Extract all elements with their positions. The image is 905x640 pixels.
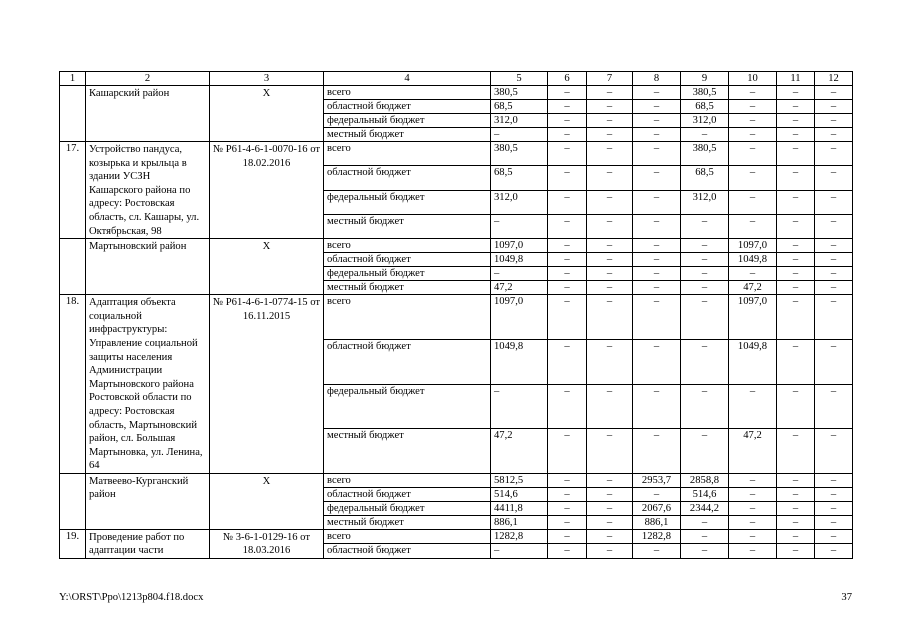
amount-cell: –	[815, 166, 853, 190]
amount-cell: –	[633, 544, 681, 559]
amount-cell: –	[491, 214, 548, 238]
amount-cell: –	[777, 529, 815, 544]
amount-cell: –	[777, 128, 815, 142]
column-header: 10	[729, 72, 777, 86]
amount-cell: –	[729, 544, 777, 559]
budget-type-cell: областной бюджет	[324, 544, 491, 559]
column-header: 11	[777, 72, 815, 86]
amount-cell: –	[729, 114, 777, 128]
row-number-cell	[60, 473, 86, 529]
amount-cell: –	[777, 86, 815, 100]
budget-type-cell: федеральный бюджет	[324, 190, 491, 214]
amount-cell: 312,0	[491, 114, 548, 128]
amount-cell: 1049,8	[729, 339, 777, 384]
amount-cell: 47,2	[491, 281, 548, 295]
amount-cell: –	[729, 267, 777, 281]
object-name-cell: Кашарский район	[86, 86, 210, 142]
amount-cell: –	[777, 429, 815, 474]
amount-cell: –	[587, 128, 633, 142]
amount-cell: 4411,8	[491, 501, 548, 515]
table-row	[60, 295, 853, 340]
amount-cell: –	[491, 267, 548, 281]
amount-cell: –	[548, 295, 587, 340]
row-number-cell: 17.	[60, 142, 86, 239]
amount-cell: –	[633, 239, 681, 253]
budget-type-cell: местный бюджет	[324, 281, 491, 295]
amount-cell: –	[777, 544, 815, 559]
object-name-cell: Проведение работ по адаптации части	[86, 529, 210, 558]
amount-cell: –	[633, 267, 681, 281]
amount-cell: –	[681, 281, 729, 295]
amount-cell: –	[633, 114, 681, 128]
amount-cell: –	[548, 473, 587, 487]
amount-cell: 5812,5	[491, 473, 548, 487]
amount-cell: –	[548, 429, 587, 474]
amount-cell: –	[777, 487, 815, 501]
amount-cell: –	[548, 339, 587, 384]
table-header-row	[60, 72, 853, 86]
amount-cell: –	[815, 128, 853, 142]
column-header: 6	[548, 72, 587, 86]
amount-cell: –	[587, 473, 633, 487]
amount-cell: –	[729, 128, 777, 142]
amount-cell: –	[681, 214, 729, 238]
amount-cell: 514,6	[491, 487, 548, 501]
budget-type-cell: областной бюджет	[324, 166, 491, 190]
amount-cell: –	[587, 339, 633, 384]
amount-cell: 380,5	[491, 142, 548, 166]
amount-cell: –	[815, 487, 853, 501]
amount-cell: –	[815, 429, 853, 474]
amount-cell: 380,5	[491, 86, 548, 100]
amount-cell: –	[815, 281, 853, 295]
column-header: 8	[633, 72, 681, 86]
column-header: 7	[587, 72, 633, 86]
amount-cell: 1049,8	[491, 339, 548, 384]
amount-cell: –	[548, 142, 587, 166]
amount-cell: 68,5	[491, 166, 548, 190]
amount-cell: –	[633, 190, 681, 214]
amount-cell: –	[633, 128, 681, 142]
amount-cell: 312,0	[491, 190, 548, 214]
amount-cell: –	[587, 295, 633, 340]
column-header: 5	[491, 72, 548, 86]
budget-type-cell: областной бюджет	[324, 253, 491, 267]
amount-cell: –	[587, 267, 633, 281]
amount-cell: –	[815, 86, 853, 100]
amount-cell: –	[548, 100, 587, 114]
amount-cell: 1049,8	[491, 253, 548, 267]
document-cell: № Р61-4-6-1-0774-15 от 16.11.2015	[210, 295, 324, 474]
amount-cell: –	[548, 128, 587, 142]
document-cell: Х	[210, 239, 324, 295]
budget-table	[59, 71, 853, 559]
budget-type-cell: всего	[324, 473, 491, 487]
amount-cell: –	[815, 239, 853, 253]
amount-cell: –	[587, 142, 633, 166]
amount-cell: –	[548, 239, 587, 253]
row-number-cell	[60, 239, 86, 295]
amount-cell: –	[681, 295, 729, 340]
budget-type-cell: федеральный бюджет	[324, 267, 491, 281]
amount-cell: –	[548, 267, 587, 281]
amount-cell: –	[681, 267, 729, 281]
amount-cell: 2067,6	[633, 501, 681, 515]
table-row	[60, 142, 853, 166]
amount-cell: –	[729, 515, 777, 529]
budget-type-cell: федеральный бюджет	[324, 501, 491, 515]
page-number: 37	[841, 592, 852, 603]
object-name-cell: Адаптация объекта социальной инфраструктуры: Управление социальной защиты населения Администрации Мартыновского района Ростовской области по адресу: Ростовская область, Мартыновский район, сл. Большая Мартыновка, ул. Ленина, 64	[86, 295, 210, 474]
object-name-cell: Матвеево-Курганский район	[86, 473, 210, 529]
amount-cell: –	[815, 515, 853, 529]
column-header: 3	[210, 72, 324, 86]
document-cell: № Р61-4-6-1-0070-16 от 18.02.2016	[210, 142, 324, 239]
amount-cell: –	[633, 86, 681, 100]
amount-cell: 47,2	[729, 281, 777, 295]
amount-cell: 380,5	[681, 86, 729, 100]
amount-cell: –	[815, 473, 853, 487]
amount-cell: –	[729, 501, 777, 515]
amount-cell: –	[587, 529, 633, 544]
amount-cell: –	[815, 339, 853, 384]
budget-type-cell: всего	[324, 142, 491, 166]
budget-type-cell: местный бюджет	[324, 429, 491, 474]
amount-cell: –	[548, 114, 587, 128]
amount-cell: –	[729, 473, 777, 487]
amount-cell: 380,5	[681, 142, 729, 166]
amount-cell: –	[681, 253, 729, 267]
amount-cell: 2953,7	[633, 473, 681, 487]
amount-cell: –	[777, 166, 815, 190]
amount-cell: –	[681, 239, 729, 253]
table-row	[60, 529, 853, 544]
amount-cell: –	[633, 253, 681, 267]
amount-cell: –	[633, 214, 681, 238]
amount-cell: 47,2	[729, 429, 777, 474]
object-name-cell: Устройство пандуса, козырька и крыльца в здании УСЗН Кашарского района по адресу: Ростовская область, сл. Кашары, ул. Октябрьская, 98	[86, 142, 210, 239]
amount-cell: –	[548, 166, 587, 190]
amount-cell: –	[548, 190, 587, 214]
amount-cell: –	[681, 544, 729, 559]
budget-type-cell: всего	[324, 86, 491, 100]
amount-cell: –	[491, 128, 548, 142]
table-row	[60, 86, 853, 100]
amount-cell: 68,5	[681, 100, 729, 114]
budget-type-cell: федеральный бюджет	[324, 384, 491, 429]
budget-type-cell: всего	[324, 239, 491, 253]
amount-cell: –	[633, 142, 681, 166]
table-row	[60, 473, 853, 487]
amount-cell: –	[815, 100, 853, 114]
column-header: 2	[86, 72, 210, 86]
amount-cell: 1282,8	[491, 529, 548, 544]
amount-cell: –	[777, 214, 815, 238]
amount-cell: –	[681, 515, 729, 529]
amount-cell: –	[777, 267, 815, 281]
amount-cell: 1097,0	[729, 295, 777, 340]
amount-cell: –	[587, 281, 633, 295]
amount-cell: 1097,0	[729, 239, 777, 253]
amount-cell: –	[681, 384, 729, 429]
amount-cell: –	[681, 529, 729, 544]
amount-cell: –	[548, 487, 587, 501]
row-number-cell: 18.	[60, 295, 86, 474]
budget-type-cell: областной бюджет	[324, 487, 491, 501]
amount-cell: –	[777, 281, 815, 295]
footer-file-path: Y:\ORST\Ppo\1213p804.f18.docx	[59, 592, 204, 603]
amount-cell: –	[777, 142, 815, 166]
amount-cell: –	[729, 487, 777, 501]
amount-cell: –	[633, 166, 681, 190]
amount-cell: –	[587, 190, 633, 214]
amount-cell: 68,5	[681, 166, 729, 190]
amount-cell: –	[777, 239, 815, 253]
amount-cell: –	[815, 142, 853, 166]
amount-cell: –	[729, 190, 777, 214]
amount-cell: –	[491, 384, 548, 429]
amount-cell: –	[587, 86, 633, 100]
amount-cell: –	[815, 544, 853, 559]
budget-type-cell: местный бюджет	[324, 515, 491, 529]
amount-cell: –	[777, 384, 815, 429]
amount-cell: –	[777, 253, 815, 267]
amount-cell: –	[633, 487, 681, 501]
amount-cell: 1097,0	[491, 295, 548, 340]
amount-cell: –	[815, 190, 853, 214]
amount-cell: 312,0	[681, 190, 729, 214]
budget-type-cell: местный бюджет	[324, 128, 491, 142]
amount-cell: –	[587, 544, 633, 559]
amount-cell: –	[548, 86, 587, 100]
amount-cell: –	[777, 114, 815, 128]
amount-cell: –	[491, 544, 548, 559]
column-header: 1	[60, 72, 86, 86]
document-cell: Х	[210, 473, 324, 529]
row-number-cell: 19.	[60, 529, 86, 558]
amount-cell: –	[729, 142, 777, 166]
amount-cell: –	[548, 529, 587, 544]
amount-cell: –	[587, 114, 633, 128]
budget-type-cell: областной бюджет	[324, 100, 491, 114]
amount-cell: 1282,8	[633, 529, 681, 544]
amount-cell: –	[729, 214, 777, 238]
amount-cell: –	[815, 253, 853, 267]
amount-cell: 68,5	[491, 100, 548, 114]
amount-cell: –	[815, 114, 853, 128]
amount-cell: –	[777, 339, 815, 384]
amount-cell: –	[587, 429, 633, 474]
amount-cell: –	[633, 281, 681, 295]
amount-cell: 2858,8	[681, 473, 729, 487]
amount-cell: –	[777, 515, 815, 529]
document-cell: Х	[210, 86, 324, 142]
amount-cell: –	[548, 281, 587, 295]
amount-cell: –	[587, 253, 633, 267]
amount-cell: –	[633, 295, 681, 340]
amount-cell: 2344,2	[681, 501, 729, 515]
row-number-cell	[60, 86, 86, 142]
amount-cell: –	[587, 100, 633, 114]
budget-type-cell: всего	[324, 529, 491, 544]
document-cell: № 3-6-1-0129-16 от 18.03.2016	[210, 529, 324, 558]
column-header: 9	[681, 72, 729, 86]
amount-cell: –	[587, 501, 633, 515]
amount-cell: 47,2	[491, 429, 548, 474]
amount-cell: 886,1	[491, 515, 548, 529]
amount-cell: –	[587, 487, 633, 501]
amount-cell: –	[777, 295, 815, 340]
amount-cell: –	[681, 339, 729, 384]
amount-cell: –	[587, 384, 633, 429]
amount-cell: –	[729, 166, 777, 190]
amount-cell: –	[815, 529, 853, 544]
amount-cell: 1049,8	[729, 253, 777, 267]
column-header: 4	[324, 72, 491, 86]
amount-cell: –	[548, 501, 587, 515]
amount-cell: –	[681, 128, 729, 142]
amount-cell: –	[729, 100, 777, 114]
budget-type-cell: областной бюджет	[324, 339, 491, 384]
amount-cell: –	[815, 267, 853, 281]
amount-cell: –	[587, 239, 633, 253]
budget-type-cell: местный бюджет	[324, 214, 491, 238]
amount-cell: –	[815, 295, 853, 340]
amount-cell: –	[729, 529, 777, 544]
amount-cell: –	[633, 339, 681, 384]
amount-cell: –	[587, 166, 633, 190]
budget-type-cell: федеральный бюджет	[324, 114, 491, 128]
amount-cell: –	[815, 384, 853, 429]
amount-cell: –	[548, 214, 587, 238]
amount-cell: –	[587, 515, 633, 529]
amount-cell: 514,6	[681, 487, 729, 501]
object-name-cell: Мартыновский район	[86, 239, 210, 295]
amount-cell: –	[548, 515, 587, 529]
amount-cell: –	[633, 384, 681, 429]
amount-cell: –	[548, 253, 587, 267]
column-header: 12	[815, 72, 853, 86]
amount-cell: –	[633, 429, 681, 474]
amount-cell: 1097,0	[491, 239, 548, 253]
amount-cell: –	[587, 214, 633, 238]
amount-cell: –	[815, 501, 853, 515]
amount-cell: 312,0	[681, 114, 729, 128]
amount-cell: –	[777, 190, 815, 214]
amount-cell: –	[729, 86, 777, 100]
amount-cell: –	[777, 100, 815, 114]
amount-cell: –	[777, 501, 815, 515]
amount-cell: –	[777, 473, 815, 487]
amount-cell: –	[681, 429, 729, 474]
amount-cell: –	[633, 100, 681, 114]
table-row	[60, 239, 853, 253]
amount-cell: 886,1	[633, 515, 681, 529]
amount-cell: –	[548, 544, 587, 559]
amount-cell: –	[548, 384, 587, 429]
budget-type-cell: всего	[324, 295, 491, 340]
amount-cell: –	[815, 214, 853, 238]
amount-cell: –	[729, 384, 777, 429]
